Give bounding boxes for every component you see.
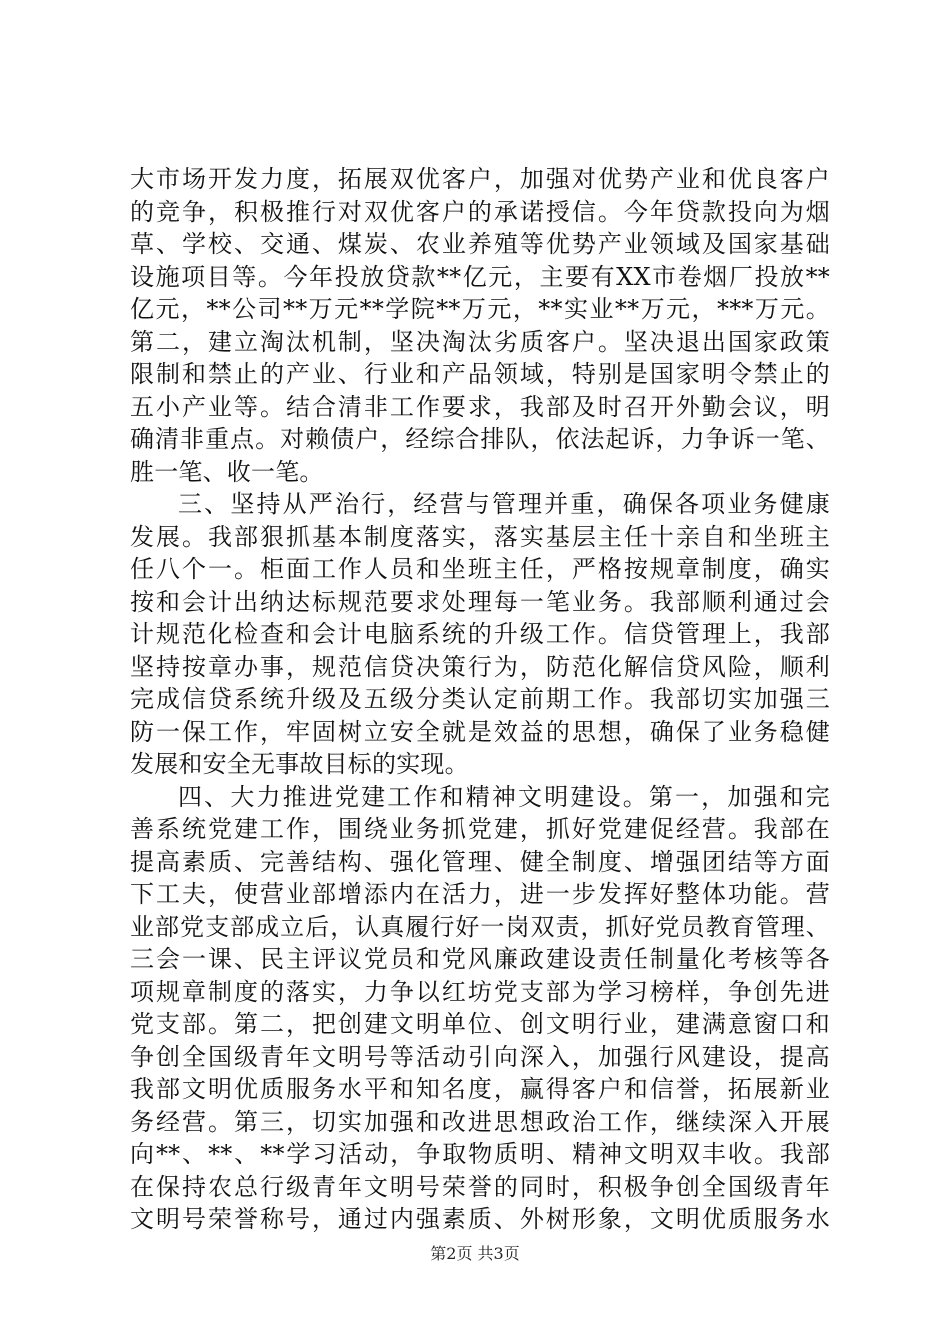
text-line: 争创全国级青年文明号等活动引向深入，加强行风建设，提高 xyxy=(130,1042,830,1071)
text-line: 务经营。第三，切实加强和改进思想政治工作，继续深入开展 xyxy=(130,1107,830,1136)
text-line: 党支部。第二，把创建文明单位、创文明行业，建满意窗口和 xyxy=(130,1010,830,1038)
text-line: 的竞争，积极推行对双优客户的承诺授信。今年贷款投向为烟 xyxy=(130,197,830,226)
text-line: 第二，建立淘汰机制，坚决淘汰劣质客户。坚决退出国家政策 xyxy=(130,327,830,356)
document-body xyxy=(130,163,830,1236)
text-line: 坚持按章办事，规范信贷决策行为，防范化解信贷风险，顺利 xyxy=(130,652,830,681)
text-line: 确清非重点。对赖债户，经综合排队，依法起诉，力争诉一笔、 xyxy=(130,425,830,453)
text-line: 发展和安全无事故目标的实现。 xyxy=(130,750,469,778)
text-line: 防一保工作，牢固树立安全就是效益的思想，确保了业务稳健 xyxy=(130,717,830,746)
text-line: 完成信贷系统升级及五级分类认定前期工作。我部切实加强三 xyxy=(130,685,830,713)
text-line: 任八个一。柜面工作人员和坐班主任，严格按规章制度，确实 xyxy=(130,555,830,583)
text-line: 三、坚持从严治行，经营与管理并重，确保各项业务健康 xyxy=(178,490,830,518)
text-line: 在保持农总行级青年文明号荣誉的同时，积极争创全国级青年 xyxy=(130,1172,830,1201)
text-line: 业部党支部成立后，认真履行好一岗双责，抓好党员教育管理、 xyxy=(130,912,830,941)
text-line: 四、大力推进党建工作和精神文明建设。第一，加强和完 xyxy=(178,782,830,811)
text-line: 设施项目等。今年投放贷款**亿元，主要有XX市卷烟厂投放** xyxy=(130,262,830,291)
text-line: 发展。我部狠抓基本制度落实，落实基层主任十亲自和坐班主 xyxy=(130,522,830,551)
text-line: 文明号荣誉称号，通过内强素质、外树形象，文明优质服务水 xyxy=(130,1205,830,1233)
text-line: 按和会计出纳达标规范要求处理每一笔业务。我部顺利通过会 xyxy=(130,587,830,616)
text-line: 五小产业等。结合清非工作要求，我部及时召开外勤会议，明 xyxy=(130,392,830,421)
text-line: 胜一笔、收一笔。 xyxy=(130,457,324,486)
text-line: 善系统党建工作，围绕业务抓党建，抓好党建促经营。我部在 xyxy=(130,815,830,843)
text-line: 向**、**、**学习活动，争取物质明、精神文明双丰收。我部 xyxy=(130,1140,830,1168)
text-line: 三会一课、民主评议党员和党风廉政建设责任制量化考核等各 xyxy=(130,945,830,973)
text-line: 项规章制度的落实，力争以红坊党支部为学习榜样，争创先进 xyxy=(130,977,830,1006)
text-line: 我部文明优质服务水平和知名度，赢得客户和信誉，拓展新业 xyxy=(130,1075,830,1103)
text-line: 计规范化检查和会计电脑系统的升级工作。信贷管理上，我部 xyxy=(130,620,830,648)
text-line: 提高素质、完善结构、强化管理、健全制度、增强团结等方面 xyxy=(130,847,830,876)
text-line: 亿元，**公司**万元**学院**万元，**实业**万元，***万元。 xyxy=(130,295,830,323)
text-line: 限制和禁止的产业、行业和产品领域，特别是国家明令禁止的 xyxy=(130,360,830,388)
text-line: 大市场开发力度，拓展双优客户，加强对优势产业和优良客户 xyxy=(130,165,830,193)
text-line: 下工夫，使营业部增添内在活力，进一步发挥好整体功能。营 xyxy=(130,880,830,908)
text-line: 草、学校、交通、煤炭、农业养殖等优势产业领域及国家基础 xyxy=(130,230,830,258)
page-footer: 第2页 共3页 xyxy=(430,1244,520,1263)
